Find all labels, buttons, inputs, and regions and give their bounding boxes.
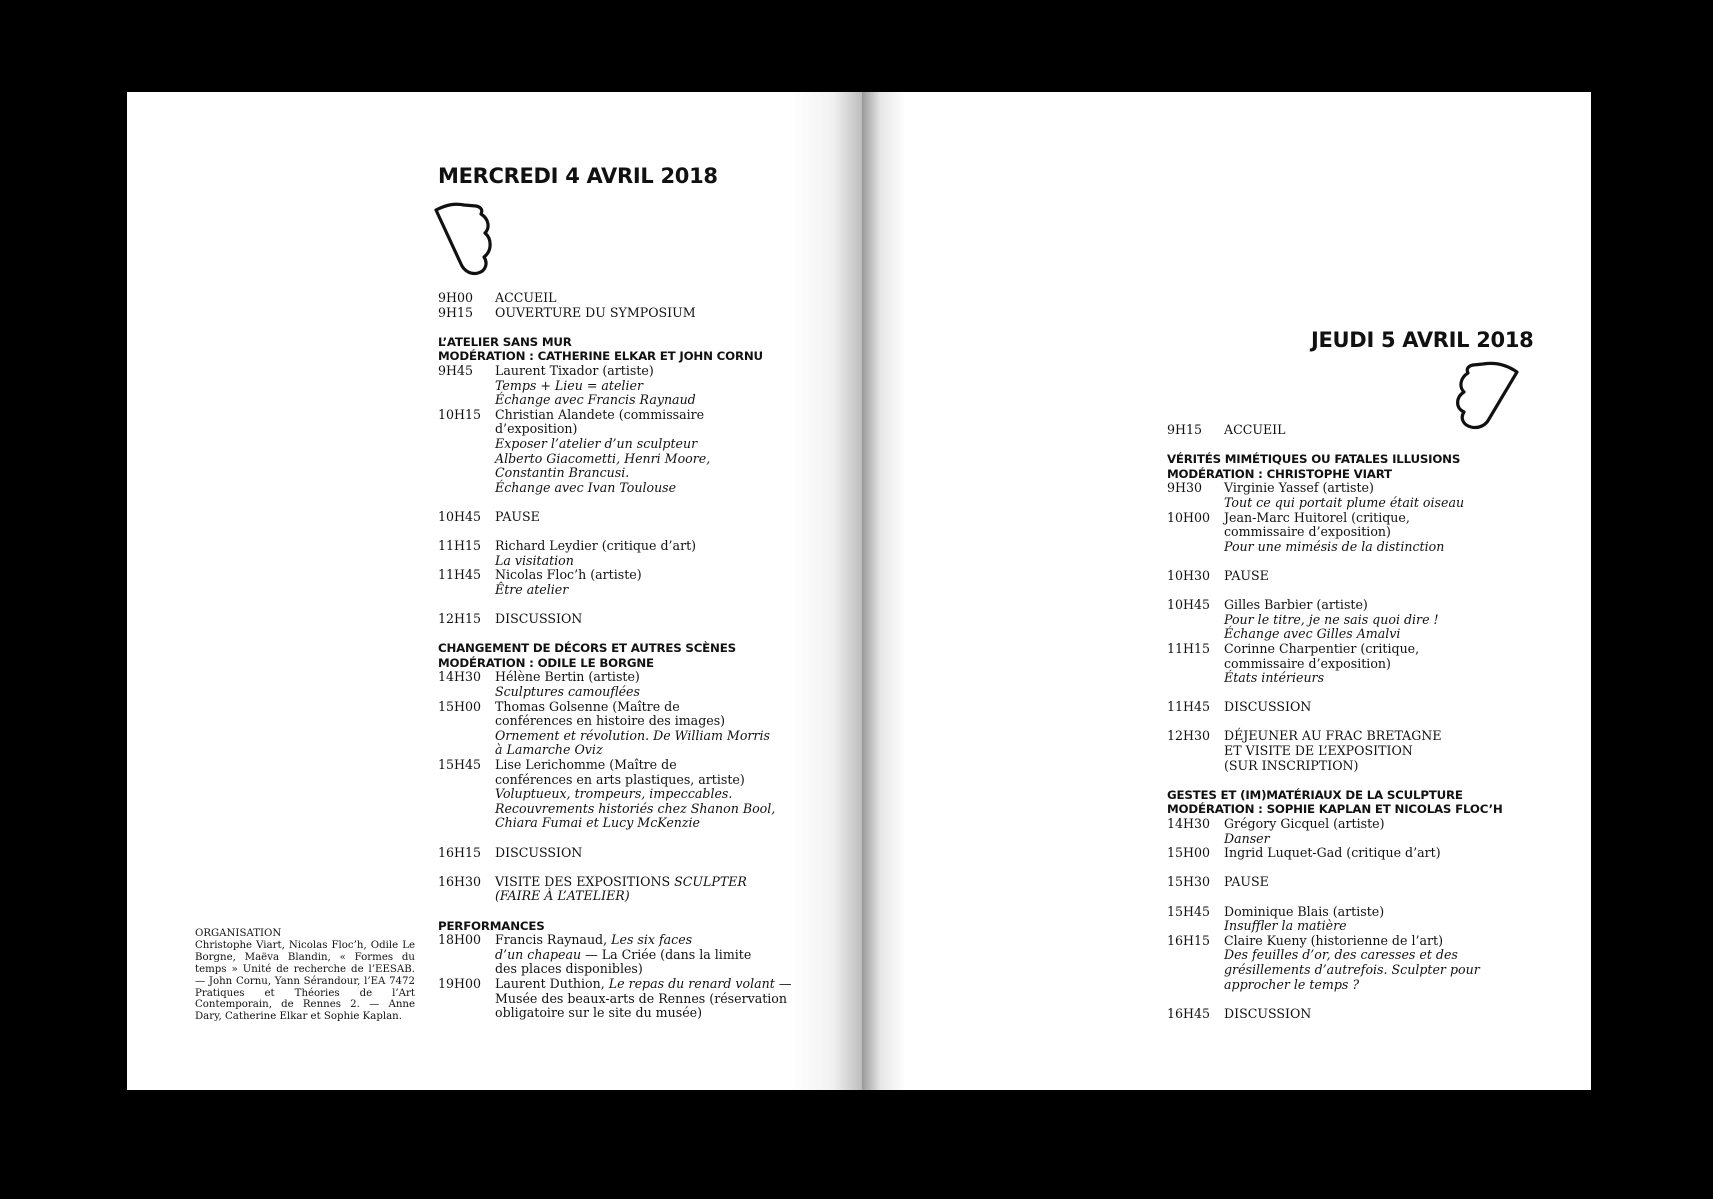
venue: — La Criée (dans la limite bbox=[581, 946, 752, 962]
entry-text: DISCUSSION bbox=[495, 611, 583, 627]
schedule-entry bbox=[1167, 875, 1567, 890]
schedule-entry bbox=[1167, 423, 1567, 438]
entry-text: DÉJEUNER AU FRAC BRETAGNE bbox=[1224, 728, 1442, 744]
day-title-thursday: JEUDI 5 AVRIL 2018 bbox=[1311, 328, 1534, 352]
entry-time: 15H00 bbox=[438, 698, 482, 714]
speaker: Francis Raynaud, bbox=[495, 932, 612, 948]
speaker-role: conférences en histoire des images) bbox=[495, 713, 726, 729]
speaker: Corinne Charpentier (critique, bbox=[1224, 640, 1420, 656]
entry-time: 14H30 bbox=[1167, 816, 1211, 832]
entry-time: 11H45 bbox=[1167, 699, 1211, 715]
schedule-entry bbox=[1167, 598, 1567, 642]
entry-time: 16H15 bbox=[438, 844, 482, 860]
program-wednesday bbox=[438, 291, 818, 1021]
schedule-entry bbox=[438, 510, 818, 525]
talk-title: Le repas du renard volant bbox=[608, 975, 775, 991]
entry-text: ACCUEIL bbox=[1224, 422, 1286, 437]
program-thursday bbox=[1167, 423, 1567, 1021]
entry-text: PAUSE bbox=[1224, 567, 1269, 583]
speaker-role: commissaire d’exposition) bbox=[1224, 524, 1391, 540]
session-title: PERFORMANCES bbox=[438, 918, 545, 933]
schedule-entry bbox=[1167, 817, 1567, 846]
schedule-entry bbox=[438, 612, 818, 627]
entry-text: PAUSE bbox=[1224, 874, 1269, 890]
schedule-entry bbox=[438, 875, 818, 904]
entry-time: 12H30 bbox=[1167, 728, 1211, 744]
talk-title: Sculptures camouflées bbox=[495, 684, 640, 700]
entry-time: 12H15 bbox=[438, 611, 482, 627]
entry-time: 9H00 bbox=[438, 290, 474, 305]
schedule-entry bbox=[1167, 511, 1567, 555]
talk-title: Être atelier bbox=[495, 581, 569, 597]
entry-text: DISCUSSION bbox=[1224, 699, 1312, 715]
session-moderation: MODÉRATION : ODILE LE BORGNE bbox=[438, 655, 654, 670]
schedule-entry bbox=[1167, 642, 1567, 686]
session-title: L’ATELIER SANS MUR bbox=[438, 334, 572, 349]
entry-time: 10H00 bbox=[1167, 509, 1211, 525]
talk-title: Des feuilles d’or, des caresses et des bbox=[1224, 947, 1458, 963]
entry-time: 11H45 bbox=[438, 567, 482, 583]
talk-title: Pour une mimésis de la distinction bbox=[1224, 538, 1445, 554]
talk-title: grésillements d’autrefois. Sculpter pour bbox=[1224, 961, 1480, 977]
talk-title: Tout ce qui portait plume était oiseau bbox=[1224, 494, 1465, 510]
schedule-entry bbox=[438, 568, 818, 597]
entry-time: 10H45 bbox=[438, 508, 482, 524]
entry-time: 9H30 bbox=[1167, 480, 1203, 496]
schedule-entry bbox=[438, 291, 818, 306]
speaker-role: d’exposition) bbox=[495, 421, 578, 437]
entry-time: 9H15 bbox=[438, 304, 474, 320]
venue-note: des places disponibles) bbox=[495, 961, 643, 977]
speaker: Nicolas Floc’h (artiste) bbox=[495, 567, 642, 583]
entry-text: ACCUEIL bbox=[495, 290, 557, 305]
exhibition-subtitle: (FAIRE À L’ATELIER) bbox=[495, 888, 630, 904]
entry-time: 14H30 bbox=[438, 669, 482, 685]
entry-time: 11H15 bbox=[1167, 640, 1211, 656]
schedule-entry bbox=[1167, 905, 1567, 934]
organisation-label: ORGANISATION bbox=[195, 928, 282, 939]
entry-time: 10H45 bbox=[1167, 597, 1211, 613]
entry-time: 9H15 bbox=[1167, 422, 1203, 437]
speaker-role: commissaire d’exposition) bbox=[1224, 655, 1391, 671]
organisation-credits bbox=[195, 928, 415, 1023]
speaker: Laurent Tixador (artiste) bbox=[495, 362, 654, 378]
speaker: Laurent Duthion, bbox=[495, 975, 609, 991]
talk-title: approcher le temps ? bbox=[1224, 976, 1360, 992]
separator: — bbox=[774, 975, 792, 991]
session-title: CHANGEMENT DE DÉCORS ET AUTRES SCÈNES bbox=[438, 641, 736, 656]
entry-time: 19H00 bbox=[438, 975, 482, 991]
entry-time: 16H15 bbox=[1167, 932, 1211, 948]
speaker: Hélène Bertin (artiste) bbox=[495, 669, 640, 685]
schedule-entry bbox=[438, 364, 818, 408]
schedule-entry bbox=[438, 670, 818, 699]
entry-time: 16H30 bbox=[438, 873, 482, 889]
entry-time: 11H15 bbox=[438, 538, 482, 554]
schedule-entry bbox=[438, 306, 818, 321]
speaker: Richard Leydier (critique d’art) bbox=[495, 538, 697, 554]
entry-text: PAUSE bbox=[495, 508, 540, 524]
talk-title: Exposer l’atelier d’un sculpteur bbox=[495, 435, 698, 451]
schedule-entry bbox=[438, 539, 818, 568]
schedule-entry bbox=[1167, 846, 1567, 861]
entry-time: 9H45 bbox=[438, 362, 474, 378]
speaker: Gilles Barbier (artiste) bbox=[1224, 597, 1368, 613]
speaker: Lise Lerichomme (Maître de bbox=[495, 757, 677, 772]
entry-text: OUVERTURE DU SYMPOSIUM bbox=[495, 304, 696, 320]
entry-time: 15H45 bbox=[1167, 903, 1211, 919]
talk-title: Recouvrements historiés chez Shanon Bool, bbox=[495, 800, 776, 816]
schedule-entry bbox=[1167, 934, 1567, 992]
talk-title: Ornement et révolution. De William Morris bbox=[495, 727, 770, 743]
speaker: Virginie Yassef (artiste) bbox=[1224, 480, 1374, 496]
entry-text: DISCUSSION bbox=[1224, 1005, 1312, 1021]
vessel-outline-icon bbox=[434, 197, 514, 287]
entry-text: DISCUSSION bbox=[495, 844, 583, 860]
speaker: Thomas Golsenne (Maître de bbox=[495, 698, 680, 714]
session-moderation: MODÉRATION : CHRISTOPHE VIART bbox=[1167, 466, 1392, 481]
schedule-entry bbox=[1167, 481, 1567, 510]
entry-time: 10H30 bbox=[1167, 567, 1211, 583]
talk-note: Échange avec Francis Raynaud bbox=[495, 392, 696, 408]
session-title: VÉRITÉS MIMÉTIQUES OU FATALES ILLUSIONS bbox=[1167, 452, 1461, 467]
entry-text: VISITE DES EXPOSITIONS bbox=[495, 873, 675, 889]
entry-time: 15H00 bbox=[1167, 845, 1211, 861]
exhibition-title: SCULPTER bbox=[674, 873, 747, 889]
talk-note: Échange avec Gilles Amalvi bbox=[1224, 626, 1401, 642]
schedule-entry bbox=[438, 846, 818, 861]
entry-time: 18H00 bbox=[438, 932, 482, 948]
talk-title: d’un chapeau bbox=[495, 946, 582, 962]
schedule-entry bbox=[438, 700, 818, 758]
session-title: GESTES ET (IM)MATÉRIAUX DE LA SCULPTURE bbox=[1167, 787, 1463, 802]
speaker: Christian Alandete (commissaire bbox=[495, 406, 705, 422]
talk-note: Échange avec Ivan Toulouse bbox=[495, 479, 677, 495]
schedule-entry bbox=[438, 408, 818, 496]
entry-time: 16H45 bbox=[1167, 1005, 1211, 1021]
talk-title: Les six faces bbox=[611, 932, 693, 948]
session-moderation: MODÉRATION : SOPHIE KAPLAN ET NICOLAS FLOC’H bbox=[1167, 802, 1503, 817]
day-title-wednesday: MERCREDI 4 AVRIL 2018 bbox=[438, 164, 718, 188]
speaker: Claire Kueny (historienne de l’art) bbox=[1224, 932, 1443, 948]
entry-time: 15H45 bbox=[438, 757, 482, 772]
talk-title: Voluptueux, trompeurs, impeccables. bbox=[495, 786, 733, 802]
schedule-entry bbox=[1167, 700, 1567, 715]
talk-title: Constantin Brancusi. bbox=[495, 465, 630, 481]
speaker: Grégory Gicquel (artiste) bbox=[1224, 816, 1385, 832]
schedule-entry bbox=[438, 933, 818, 977]
talk-title: États intérieurs bbox=[1224, 670, 1325, 686]
talk-title: Alberto Giacometti, Henri Moore, bbox=[495, 450, 711, 466]
speaker-role: conférences en arts plastiques, artiste) bbox=[495, 771, 745, 787]
talk-title: La visitation bbox=[495, 552, 574, 568]
talk-title: Pour le titre, je ne sais quoi dire ! bbox=[1224, 611, 1439, 627]
organisation-text: Christophe Viart, Nicolas Floc’h, Odile Le Borgne, Maëva Blandin, « Formes du temps » Unité de recherche de l’EESAB. — John Cornu, Yann Sérandour, l’EA 7472 Pratiques et Théories de l’Art Contemporain, de Rennes 2. — Anne Dary, Catherine Elkar et Sophie Kaplan. bbox=[195, 939, 415, 1023]
speaker: Ingrid Luquet-Gad (critique d’art) bbox=[1224, 845, 1441, 861]
talk-title: Insuffler la matière bbox=[1224, 918, 1347, 934]
schedule-entry bbox=[438, 977, 818, 1021]
talk-title: Chiara Fumai et Lucy McKenzie bbox=[495, 815, 701, 831]
entry-text: ET VISITE DE L’EXPOSITION bbox=[1224, 743, 1413, 759]
speaker: Jean-Marc Huitorel (critique, bbox=[1224, 509, 1410, 525]
speaker: Dominique Blais (artiste) bbox=[1224, 903, 1385, 919]
talk-title: Temps + Lieu = atelier bbox=[495, 377, 643, 393]
venue: Musée des beaux-arts de Rennes (réservation bbox=[495, 990, 788, 1006]
schedule-entry bbox=[1167, 729, 1567, 773]
session-moderation: MODÉRATION : CATHERINE ELKAR ET JOHN CORNU bbox=[438, 349, 763, 364]
entry-time: 10H15 bbox=[438, 406, 482, 422]
entry-text: (SUR INSCRIPTION) bbox=[1224, 757, 1359, 773]
schedule-entry bbox=[438, 758, 818, 831]
entry-time: 15H30 bbox=[1167, 874, 1211, 890]
venue-note: obligatoire sur le site du musée) bbox=[495, 1005, 703, 1021]
talk-title: Danser bbox=[1224, 830, 1270, 846]
talk-title: à Lamarche Oviz bbox=[495, 742, 603, 758]
schedule-entry bbox=[1167, 1007, 1567, 1022]
schedule-entry bbox=[1167, 569, 1567, 584]
